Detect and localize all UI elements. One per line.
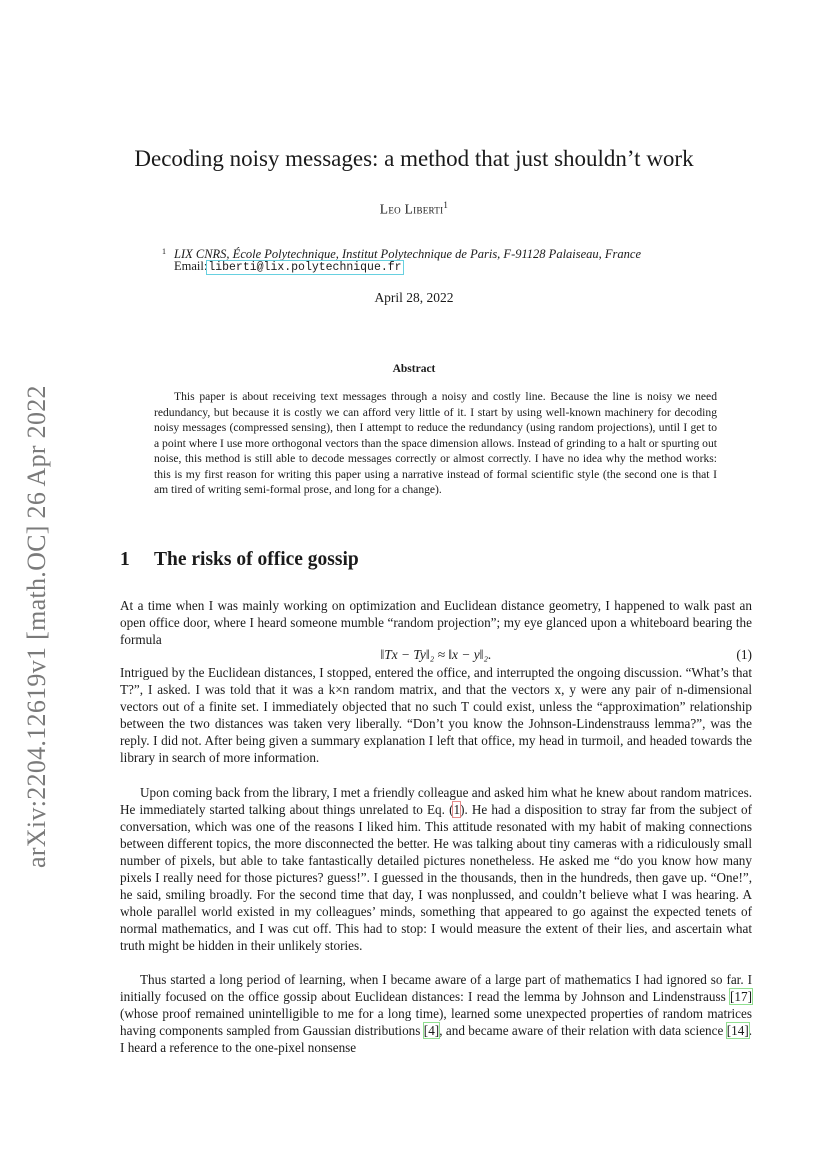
section-heading — [120, 549, 359, 571]
affiliation-marker: 1 — [162, 247, 166, 256]
abstract-heading: Abstract — [392, 363, 436, 375]
email-label: Email: — [174, 259, 208, 273]
paragraph-4-text-b: (whose proof remained unintelligible to me for a long time), learned some unexpected properties of random matrices having components sampled from Gaussian distributions — [120, 1006, 752, 1038]
equation-1 — [120, 647, 752, 665]
paragraph-3-text-b: ). He had a disposition to stray far from the subject of conversation, which was one of the reasons I liked him. This attitude resonated with my habit of making connections between different topics, the more disconnected the better. He was talking about tiny cameras with a ridiculously small number of pixels, but able to take fantastically detailed pictures nonetheless. He asked me “do you know how many pixels I really need for those pictures? guess!”. I guessed in the thousands, then in the hundreds, then gave up. “One!”, he said, smiling broadly. For the second time that day, I was nonplussed, and couldn’t believe what I was hearing. A whole parallel world existed in my colleagues’ minds, something that appeared to go against the expected tenets of normal mathematics, and I was cut off. This had to stop: I would measure the extent of their lies, and ascertain what truth might be hidden in their unlikely stories. — [120, 802, 752, 953]
paper-date: April 28, 2022 — [374, 290, 454, 305]
paragraph-3 — [120, 784, 752, 954]
arxiv-sidebar-stamp: arXiv:2204.12619v1 [math.OC] 26 Apr 2022 — [22, 385, 51, 868]
section-number: 1 — [120, 549, 130, 570]
citation-link-14[interactable]: [14] — [726, 1023, 749, 1038]
author-affil-marker: 1 — [443, 200, 449, 210]
paragraph-1: At a time when I was mainly working on optimization and Euclidean distance geometry, I happened to walk past an open office door, where I heard someone mumble “random projection”; my eye glanced upon a whiteboard bearing the formula — [120, 598, 752, 647]
paragraph-4-text-c: , and became aware of their relation with data science — [439, 1023, 727, 1038]
author-name: Leo Liberti — [379, 201, 444, 217]
citation-link-17[interactable]: [17] — [730, 989, 752, 1004]
abstract-text: This paper is about receiving text messages through a noisy and costly line. Because the line is noisy we need redundancy, but because it is costly we can afford very little of it. I start by using well-known machinery for decoding noisy messages (compressed sensing), then I attempt to reduce the redundancy (using random projections), until I get to a point where I use more orthogonal vectors than the space dimension allows. Instead of grinding to a halt or spurting out noise, this method is still able to decode messages correctly or almost correctly. I have no idea why the method works: this is my first reason for writing this paper using a narrative instead of formal scientific style (the second one is that I am tired of writing semi-formal prose, and long for a change). — [154, 390, 717, 496]
paragraph-2: Intrigued by the Euclidean distances, I stopped, entered the office, and interrupted the ongoing discussion. “What’s that T?”, I asked. I was told that it was a k×n random matrix, and that the vectors x, y were any pair of n-dimensional vectors out of a finite set. I immediately objected that no such T could exist, unless the “approximation” relationship between the two distances was taken very liberally. “Don’t you know the Johnson-Lindenstrauss lemma?”, was the reply. I did not. After being given a summary explanation I left that office, my head in turmoil, and headed towards the library in search of more information. — [120, 665, 752, 765]
paragraph-4-text-d: . I heard a reference to the one-pixel nonsense — [120, 1023, 753, 1055]
equation-body: ‖Tx − Ty‖₂ ≈ ‖x − y‖₂. — [380, 647, 492, 662]
affiliation-text: LIX CNRS, École Polytechnique, Institut Polytechnique de Paris, F-91128 Palaiseau, France — [174, 247, 642, 261]
paragraph-3-text-a: Upon coming back from the library, I met a friendly colleague and asked him what he knew about random matrices. He immediately started talking about things unrelated to Eq. ( — [120, 785, 752, 817]
email-line — [174, 259, 403, 274]
author — [0, 200, 828, 218]
email-link[interactable]: liberti@lix.polytechnique.fr — [208, 261, 402, 274]
equation-reference-link[interactable]: 1 — [453, 802, 461, 817]
citation-link-4[interactable]: [4] — [423, 1023, 440, 1038]
paragraph-4-text-a: Thus started a long period of learning, when I became aware of a large part of mathematics I had ignored so far. I initially focused on the office gossip about Euclidean distances: I read the lemma by Johnson and Lindenstrauss — [120, 972, 752, 1004]
section-title: The risks of office gossip — [154, 549, 359, 570]
paper-title: Decoding noisy messages: a method that just shouldn’t work — [134, 146, 694, 171]
paragraph-4 — [120, 971, 752, 1056]
equation-number: (1) — [736, 647, 752, 662]
